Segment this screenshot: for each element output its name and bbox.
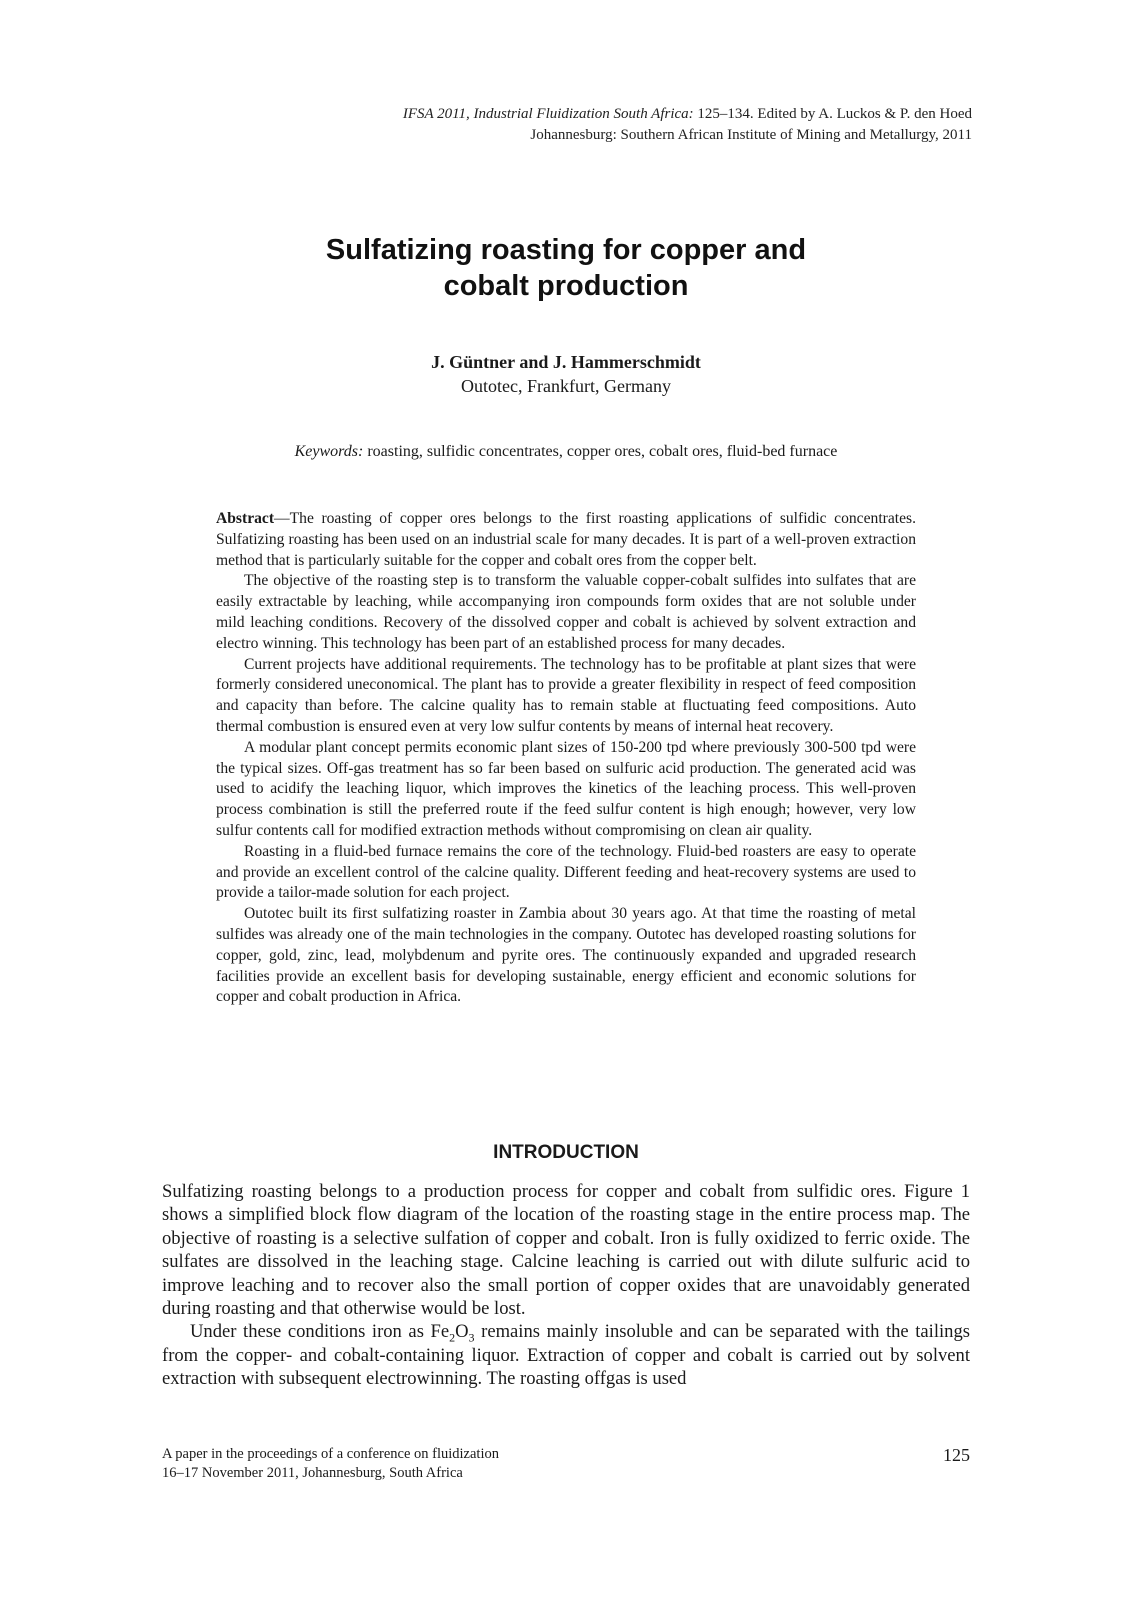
abstract-paragraph: A modular plant concept permits economic plant sizes of 150-200 tpd where previously 300-500 tpd were the typical sizes. Off-gas treatment has so far been based on sulfuric acid production. The generated acid was used to acidify the leaching liquor, which improves the kinetics of the leaching process. This well-proven process combination is still the preferred route if the feed sulfur content is high enough; however, very low sulfur contents call for modified extraction methods without compromising on clean air quality. bbox=[216, 738, 916, 839]
page-footer bbox=[162, 1445, 970, 1483]
running-header bbox=[172, 104, 972, 146]
keywords bbox=[0, 441, 1132, 463]
abstract-paragraph-text: The roasting of copper ores belongs to the first roasting applications of sulfidic concentrates. Sulfatizing roasting has been used on an industrial scale for many decades. It is part of a well-proven extraction method that is particularly suitable for the copper and cobalt ores from the copper belt. bbox=[216, 510, 916, 569]
header-journal-name: IFSA 2011, Industrial Fluidization South Africa: bbox=[402, 106, 694, 122]
footer-conference-note bbox=[162, 1445, 970, 1483]
footer-line-1: A paper in the proceedings of a conference on fluidization bbox=[162, 1446, 499, 1462]
abstract-label: Abstract bbox=[216, 510, 275, 527]
abstract-paragraph: Current projects have additional requirements. The technology has to be profitable at plant sizes that were formerly considered uneconomical. The plant has to provide a greater flexibility in respect of feed composition and capacity than before. The calcine quality has to remain stable at fluctuating feed compositions. Auto thermal combustion is ensured even at very low sulfur contents by means of internal heat recovery. bbox=[216, 655, 916, 735]
introduction-body bbox=[162, 1180, 970, 1391]
abstract bbox=[216, 509, 916, 1008]
abstract-paragraph bbox=[216, 509, 916, 571]
body-paragraph bbox=[162, 1320, 970, 1390]
abstract-paragraph: The objective of the roasting step is to transform the valuable copper-cobalt sulfides into sulfates that are easily extractable by leaching, while accompanying iron compounds form oxides that are not soluble under mild leaching conditions. Recovery of the dissolved copper and cobalt is achieved by solvent extraction and electro winning. This technology has been part of an established process for many decades. bbox=[216, 572, 916, 652]
affiliation: Outotec, Frankfurt, Germany bbox=[461, 376, 671, 396]
keywords-list: roasting, sulfidic concentrates, copper ores, cobalt ores, fluid-bed furnace bbox=[363, 443, 838, 460]
formula-element: O bbox=[455, 1321, 469, 1343]
paper-title-line-1: Sulfatizing roasting for copper and bbox=[325, 234, 807, 266]
formula-subscript: 3 bbox=[468, 1331, 475, 1346]
paper-title bbox=[0, 232, 1132, 304]
paper-title-line-2: cobalt production bbox=[443, 270, 689, 302]
footer-line-2: 16–17 November 2011, Johannesburg, South Africa bbox=[162, 1465, 463, 1481]
abstract-paragraph: Outotec built its first sulfatizing roaster in Zambia about 30 years ago. At that time the roasting of metal sulfides was already one of the main technologies in the company. Outotec has developed roasting solutions for copper, gold, zinc, lead, molybdenum and pyrite ores. The continuously expanded and upgraded research facilities provide an excellent basis for developing sustainable, energy efficient and economic solutions for copper and cobalt production in Africa. bbox=[216, 905, 916, 1006]
body-text: remains mainly insoluble and can be separated with the tailings from the copper- and cobalt-containing liquor. Extraction of copper and cobalt is carried out by solvent extraction with subsequent electrowinning. The roasting offgas is used bbox=[162, 1321, 970, 1390]
header-publisher: Johannesburg: Southern African Institute of Mining and Metallurgy, 2011 bbox=[530, 127, 972, 143]
formula-subscript: 2 bbox=[449, 1331, 456, 1346]
header-citation bbox=[172, 104, 972, 125]
body-text: Under these conditions iron as Fe bbox=[190, 1321, 450, 1343]
abstract-dash: — bbox=[274, 510, 290, 527]
authors: J. Güntner and J. Hammerschmidt bbox=[431, 352, 701, 372]
abstract-paragraph: Roasting in a fluid-bed furnace remains the core of the technology. Fluid-bed roasters are easy to operate and provide an excellent control of the calcine quality. Different feeding and heat-recovery systems are used to provide a tailor-made solution for each project. bbox=[216, 842, 916, 902]
page-number: 125 bbox=[943, 1445, 970, 1465]
section-heading-introduction: INTRODUCTION bbox=[493, 1142, 639, 1163]
body-paragraph: Sulfatizing roasting belongs to a production process for copper and cobalt from sulfidic ores. Figure 1 shows a simplified block flow diagram of the location of the roasting stage in the entire process map. The objective of roasting is a selective sulfation of copper and cobalt. Iron is fully oxidized to ferric oxide. The sulfates are dissolved in the leaching stage. Calcine leaching is carried out with dilute sulfuric acid to improve leaching and to recover also the small portion of copper oxides that are unavoidably generated during roasting and that otherwise would be lost. bbox=[162, 1181, 970, 1320]
header-pages-editors: 125–134. Edited by A. Luckos & P. den Hoed bbox=[693, 106, 972, 122]
keywords-label: Keywords: bbox=[294, 443, 364, 460]
